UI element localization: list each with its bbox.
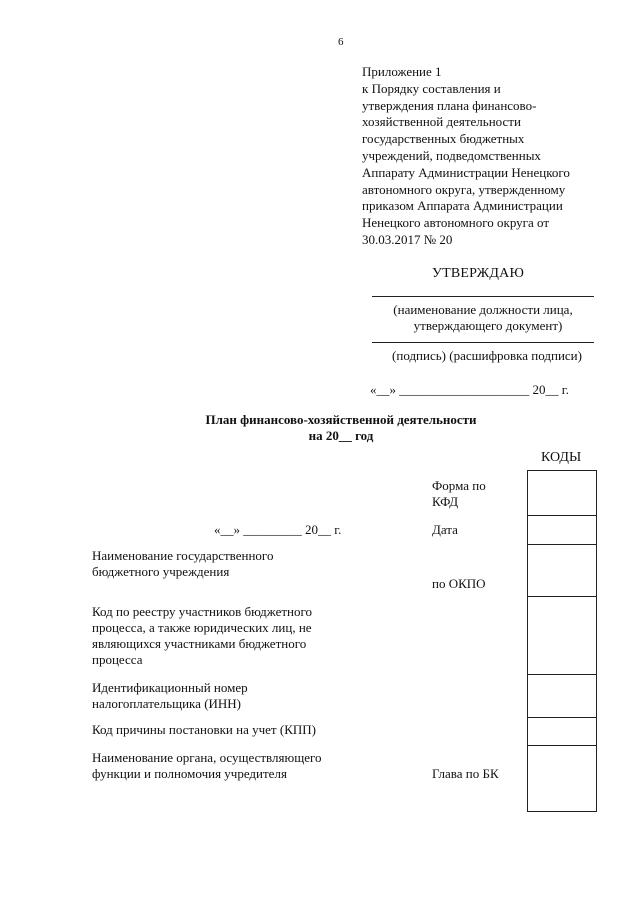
registry-code-line3: являющихся участниками бюджетного [92,636,307,651]
registry-code-line2: процесса, а также юридических лиц, не [92,620,312,635]
annex-line: учреждений, подведомственных [362,147,541,163]
approval-date-line: «__» ____________________ 20__ г. [370,382,569,397]
authority-label [92,750,321,782]
annex-line: Аппарату Администрации Ненецкого [362,164,570,180]
approval-title: УТВЕРЖДАЮ [432,266,525,281]
plan-title-line1: План финансово-хозяйственной деятельности [205,412,477,427]
kpp-label: Код причины постановки на учет (КПП) [92,722,316,737]
institution-name-label [92,548,273,580]
authority-line2: функции и полномочия учредителя [92,766,287,781]
codes-table [527,470,597,812]
bk-label: Глава по БК [432,766,499,781]
codes-row-divider [528,674,596,675]
inn-label [92,680,248,712]
codes-row-divider [528,544,596,545]
institution-name-line2: бюджетного учреждения [92,564,230,579]
inn-line1: Идентификационный номер [92,680,248,695]
codes-row-divider [528,745,596,746]
inn-line2: налогоплательщика (ИНН) [92,696,242,711]
annex-line: к Порядку составления и [362,80,501,96]
form-kfd-label-line2: КФД [432,494,459,509]
annex-line: Приложение 1 [362,64,442,79]
plan-title-line2: на 20__ год [308,428,374,443]
registry-code-line1: Код по реестру участников бюджетного [92,604,312,619]
annex-note [362,64,622,249]
signature-note: (подпись) (расшифровка подписи) [392,348,582,363]
page-number: 6 [338,36,344,48]
codes-header: КОДЫ [541,450,582,465]
position-note-line2: утверждающего документ) [413,318,563,333]
form-kfd-label [432,478,486,510]
codes-row-divider [528,596,596,597]
annex-line: автономного округа, утвержденному [362,181,566,197]
institution-name-line1: Наименование государственного [92,548,274,563]
annex-line: 30.03.2017 № 20 [362,231,453,247]
position-signature-line [372,296,594,297]
plan-title [0,412,640,444]
date-label: Дата [432,522,458,537]
annex-line: утверждения плана финансово- [362,97,537,113]
registry-code-line4: процесса [92,652,143,667]
okpo-label: по ОКПО [432,576,486,591]
signature-line [372,342,594,343]
codes-row-divider [528,717,596,718]
registry-code-label [92,604,312,668]
position-note-line1: (наименование должности лица, [393,302,573,317]
codes-row-divider [528,515,596,516]
annex-line: хозяйственной деятельности [362,114,521,130]
form-kfd-label-line1: Форма по [432,478,486,493]
annex-line: Ненецкого автономного округа от [362,215,550,231]
authority-line1: Наименование органа, осуществляющего [92,750,322,765]
annex-line: приказом Аппарата Администрации [362,198,563,214]
plan-date-line: «__» _________ 20__ г. [214,522,342,537]
annex-line: государственных бюджетных [362,131,525,147]
